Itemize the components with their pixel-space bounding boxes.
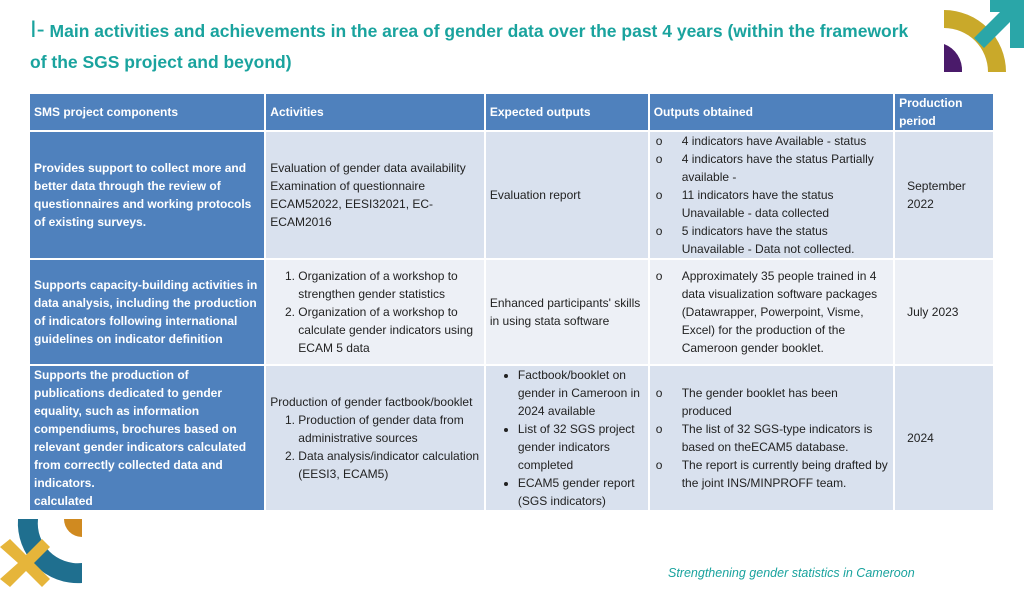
table-header-row (29, 93, 994, 131)
activities-table (28, 92, 995, 512)
outputs-cell: o 4 indicators have Available - status o 4 indicators have the status Partially available - o 11 indicators have the status Unavailable - data collected o 5 indicators have the status Unavailable - Data not collected. (649, 131, 894, 259)
header-activities: Activities (265, 93, 485, 131)
activities-cell: Evaluation of gender data availability Examination of questionnaire ECAM52022, EESI32021, EC-ECAM2016 (265, 131, 485, 259)
header-components: SMS project components (29, 93, 265, 131)
expected-cell: Evaluation report (485, 131, 649, 259)
header-period: Production period (894, 93, 994, 131)
logo-top-right (940, 0, 1024, 72)
period-cell: 2024 (894, 365, 994, 511)
expected-cell: Enhanced participants' skills in using stata software (485, 259, 649, 365)
header-expected: Expected outputs (485, 93, 649, 131)
component-cell: Supports capacity-building activities in data analysis, including the production of indicators following international guidelines on indicator definition (29, 259, 265, 365)
footer-text: Strengthening gender statistics in Cameroon (668, 566, 915, 580)
component-cell: Provides support to collect more and better data through the review of questionnaires and working protocols of existing surveys. (29, 131, 265, 259)
page-title: I- Main activities and achievements in the area of gender data over the past 4 years (within the framework of the SGS project and beyond) (30, 16, 909, 72)
expected-cell: • Factbook/booklet on gender in Cameroon in 2024 available • List of 32 SGS project gender indicators completed • ECAM5 gender report (SGS indicators) (485, 365, 649, 511)
outputs-cell: o Approximately 35 people trained in 4 data visualization software packages (Datawrapper, Powerpoint, Visme, Excel) for the production of the Cameroon gender booklet. (649, 259, 894, 365)
activities-cell: 1. Organization of a workshop to strengthen gender statistics 2. Organization of a workshop to calculate gender indicators using ECAM 5 data (265, 259, 485, 365)
component-cell: Supports the production of publications dedicated to gender equality, such as information compendiums, brochures based on relevant gender indicators calculated from correctly collected data and indicators. calculated (29, 365, 265, 511)
outputs-cell: o The gender booklet has been produced o The list of 32 SGS-type indicators is based on theECAM5 database. o The report is currently being drafted by the joint INS/MINPROFF team. (649, 365, 894, 511)
header-outputs: Outputs obtained (649, 93, 894, 131)
logo-bottom-left (0, 515, 84, 590)
period-cell: September 2022 (894, 131, 994, 259)
period-cell: July 2023 (894, 259, 994, 365)
activities-cell: Production of gender factbook/booklet 1. Production of gender data from administrative sources 2. Data analysis/indicator calculation (EESI3, ECAM5) (265, 365, 485, 511)
table-row (29, 365, 994, 511)
table-row (29, 259, 994, 365)
table-row (29, 131, 994, 259)
